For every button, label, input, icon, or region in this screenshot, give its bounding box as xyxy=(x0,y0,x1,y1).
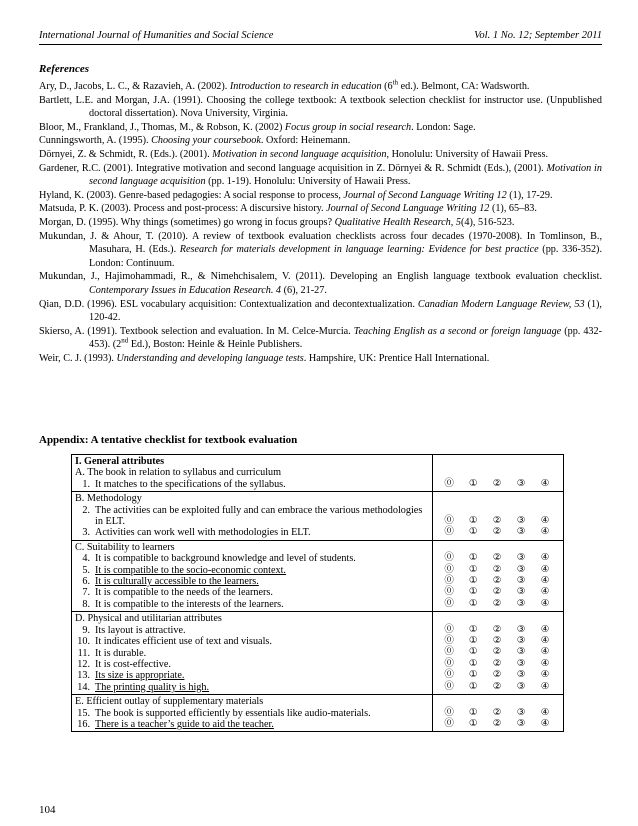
checklist-item xyxy=(75,648,429,659)
ref-text: (1), 120-42. xyxy=(89,298,602,324)
ref-title: Canadian Modern Language Review, 53 xyxy=(417,298,585,310)
ref-text: (6), 21-27. xyxy=(281,284,327,296)
rating-option-0: ⓪ xyxy=(444,597,454,609)
item-number: 3. xyxy=(82,527,90,539)
ref-title: Contemporary Issues in Education Research. 4 xyxy=(89,284,282,296)
references-list xyxy=(39,80,602,365)
section-criteria xyxy=(72,695,433,732)
checklist-item xyxy=(75,553,429,564)
item-text: The printing quality is high. xyxy=(95,681,210,693)
rating-scale xyxy=(435,624,561,635)
ref-title: Journal of Second Language Writing 12 xyxy=(343,189,507,201)
rating-option-4: ④ xyxy=(540,526,550,538)
rating-option-4: ④ xyxy=(540,552,550,564)
item-text: It indicates efficient use of text and visuals. xyxy=(95,636,272,648)
section-title: A. The book in relation to syllabus and curriculum xyxy=(75,467,282,479)
rating-option-2: ② xyxy=(492,635,502,647)
checklist-item xyxy=(75,565,429,576)
checklist-item xyxy=(75,670,429,681)
rating-option-1: ① xyxy=(468,597,478,609)
rating-scale xyxy=(435,564,561,575)
ref-text: (pp. 432-453). (2 xyxy=(89,325,602,351)
item-number: 12. xyxy=(77,658,90,670)
item-text: The activities can be exploited fully and can embrace the various methodologies in ELT. xyxy=(95,504,423,528)
ref-text: Mukundan, J., Hajimohammadi, R., & Nimehchisalem, V. (2011). Developing an English language textbook evaluation checklist. xyxy=(39,271,602,283)
ref-text: Hyland, K. (2003). Genre-based pedagogies: A social response to process, xyxy=(39,189,344,201)
checklist-item xyxy=(75,625,429,636)
rating-option-0: ⓪ xyxy=(444,586,454,598)
rating-option-1: ① xyxy=(468,657,478,669)
item-number: 2. xyxy=(82,504,90,516)
rating-option-3: ③ xyxy=(516,717,526,729)
ref-text: Ed.), Boston: Heinle & Heinle Publishers. xyxy=(128,339,303,351)
reference-entry xyxy=(39,270,602,297)
ref-text: ed.). Belmont, CA: Wadsworth. xyxy=(398,81,530,92)
checklist-item xyxy=(75,719,429,730)
item-text: It is compatible to the needs of the learners. xyxy=(95,587,273,599)
blank-line xyxy=(435,541,561,552)
section-title: D. Physical and utilitarian attributes xyxy=(75,613,222,625)
rating-option-3: ③ xyxy=(516,586,526,598)
item-number: 9. xyxy=(82,624,90,636)
ref-text: Matsuda, P. K. (2003). Process and post-process: A discursive history. xyxy=(39,203,327,215)
checklist-main-title: I. General attributes xyxy=(75,456,165,467)
rating-option-0: ⓪ xyxy=(444,669,454,681)
rating-scale xyxy=(435,635,561,646)
blank-line xyxy=(435,612,561,623)
checklist-section xyxy=(72,695,564,732)
rating-scale xyxy=(435,707,561,718)
section-criteria xyxy=(72,455,433,492)
ref-text: (pp. 1-19). Honolulu: University of Hawaii Press. xyxy=(205,176,411,188)
item-text: The book is supported efficiently by essentials like audio-materials. xyxy=(95,707,371,719)
blank-line xyxy=(435,466,561,477)
ref-text: . Oxford: Heinemann. xyxy=(260,135,351,147)
section-title: C. Suitability to learners xyxy=(75,541,175,553)
ref-text: (pp. 336-352). London: Continuum. xyxy=(89,244,603,269)
ref-title: Motivation in second language acquisition xyxy=(89,162,602,188)
rating-option-0: ⓪ xyxy=(444,646,454,658)
ref-text: . Hampshire, UK: Prentice Hall International. xyxy=(303,352,490,364)
rating-option-4: ④ xyxy=(540,586,550,598)
blank-line xyxy=(435,455,561,466)
item-number: 13. xyxy=(77,670,90,682)
ref-title: Research for materials development in language learning: Evidence for best practice xyxy=(179,244,539,256)
rating-option-3: ③ xyxy=(516,635,526,647)
ref-sup: nd xyxy=(121,336,129,345)
rating-option-3: ③ xyxy=(516,575,526,587)
rating-option-2: ② xyxy=(492,597,502,609)
rating-scale xyxy=(435,669,561,680)
rating-option-2: ② xyxy=(492,586,502,598)
rating-option-3: ③ xyxy=(516,563,526,575)
section-ratings xyxy=(433,612,564,695)
rating-option-0: ⓪ xyxy=(444,680,454,692)
journal-title: International Journal of Humanities and Social Science xyxy=(39,30,274,41)
reference-entry xyxy=(39,148,602,162)
rating-option-4: ④ xyxy=(540,706,550,718)
rating-option-0: ⓪ xyxy=(444,657,454,669)
ref-title: Qualitative Health Research, 5 xyxy=(334,216,461,228)
rating-scale xyxy=(435,552,561,563)
reference-entry xyxy=(39,189,602,203)
rating-option-1: ① xyxy=(468,669,478,681)
reference-entry xyxy=(39,298,602,325)
ref-text: Bloor, M., Frankland, J., Thomas, M., & Robson, K. (2002) xyxy=(39,121,285,133)
section-ratings xyxy=(433,540,564,611)
item-number: 4. xyxy=(82,553,90,565)
section-title: E. Efficient outlay of supplementary materials xyxy=(75,696,264,708)
checklist-item xyxy=(75,708,429,719)
rating-option-0: ⓪ xyxy=(444,526,454,538)
reference-entry xyxy=(39,216,602,230)
rating-option-3: ③ xyxy=(516,669,526,681)
rating-option-3: ③ xyxy=(516,597,526,609)
reference-entry xyxy=(39,202,602,216)
ref-sup: th xyxy=(392,78,399,87)
rating-option-0: ⓪ xyxy=(444,635,454,647)
ref-text: Mukundan, J. & Ahour, T. (2010). A review of textbook evaluation checklists across four decades (1970-2008). In Tomlinson, B., Masuhara, H. (Eds.). xyxy=(39,230,602,256)
running-header xyxy=(39,29,602,45)
ref-title: Introduction to research in education xyxy=(229,81,382,92)
rating-option-1: ① xyxy=(468,586,478,598)
rating-scale xyxy=(435,681,561,692)
rating-option-2: ② xyxy=(492,575,502,587)
reference-entry xyxy=(39,352,602,366)
ref-text: Cunningsworth, A. (1995). xyxy=(39,135,152,147)
rating-option-3: ③ xyxy=(516,477,526,489)
ref-text: Qian, D.D. (1996). ESL vocabulary acquisition: Contextualization and decontextualization. xyxy=(39,298,418,310)
rating-option-1: ① xyxy=(468,717,478,729)
rating-scale xyxy=(435,575,561,586)
reference-entry xyxy=(39,230,602,271)
item-text: Its layout is attractive. xyxy=(95,624,186,636)
reference-entry xyxy=(39,121,602,135)
ref-text: , Honolulu: University of Hawaii Press. xyxy=(386,148,549,160)
rating-option-4: ④ xyxy=(540,635,550,647)
rating-option-2: ② xyxy=(492,646,502,658)
rating-scale xyxy=(435,718,561,729)
reference-entry xyxy=(39,94,602,121)
checklist-item xyxy=(75,527,429,538)
item-text: It is compatible to the interests of the learners. xyxy=(95,598,284,610)
rating-option-3: ③ xyxy=(516,646,526,658)
reference-entry xyxy=(39,134,602,148)
checklist-item xyxy=(75,682,429,693)
section-title: B. Methodology xyxy=(75,493,142,505)
rating-option-2: ② xyxy=(492,680,502,692)
rating-option-4: ④ xyxy=(540,680,550,692)
references-heading: References xyxy=(39,63,90,75)
item-text: Its size is appropriate. xyxy=(95,670,185,682)
item-text: It is compatible to background knowledge and level of students. xyxy=(95,553,356,565)
rating-option-0: ⓪ xyxy=(444,563,454,575)
checklist-item xyxy=(75,505,429,528)
rating-scale xyxy=(435,515,561,526)
item-number: 6. xyxy=(82,576,90,588)
blank-line xyxy=(435,504,561,515)
rating-scale xyxy=(435,646,561,657)
item-number: 15. xyxy=(77,707,90,719)
item-number: 14. xyxy=(77,681,90,693)
rating-option-2: ② xyxy=(492,515,502,526)
rating-option-1: ① xyxy=(468,635,478,647)
item-number: 10. xyxy=(77,636,90,648)
checklist-section xyxy=(72,492,564,541)
rating-option-2: ② xyxy=(492,552,502,564)
rating-option-3: ③ xyxy=(516,515,526,526)
ref-text: Ary, D., Jacobs, L. C., & Razavieh, A. (2002). xyxy=(39,81,230,92)
rating-option-4: ④ xyxy=(540,515,550,526)
checklist-item xyxy=(75,599,429,610)
checklist-item xyxy=(75,659,429,670)
ref-title: Understanding and developing language tests xyxy=(116,352,304,364)
rating-option-3: ③ xyxy=(516,552,526,564)
rating-scale xyxy=(435,478,561,489)
rating-option-4: ④ xyxy=(540,646,550,658)
reference-entry xyxy=(39,80,602,94)
volume-info: Vol. 1 No. 12; September 2011 xyxy=(474,30,602,41)
item-text: It matches to the specifications of the syllabus. xyxy=(95,478,286,490)
rating-option-0: ⓪ xyxy=(444,706,454,718)
rating-scale xyxy=(435,586,561,597)
item-number: 11. xyxy=(77,647,90,659)
checklist-item xyxy=(75,636,429,647)
rating-option-2: ② xyxy=(492,717,502,729)
item-number: 16. xyxy=(77,718,90,730)
ref-text: . London: Sage. xyxy=(411,121,476,133)
ref-title: Teaching English as a second or foreign language xyxy=(353,325,562,337)
page-number: 104 xyxy=(39,804,56,816)
reference-entry xyxy=(39,325,602,352)
ref-text: Morgan, D. (1995). Why things (sometimes) go wrong in focus groups? xyxy=(39,216,335,228)
checklist-item xyxy=(75,587,429,598)
rating-option-2: ② xyxy=(492,623,502,635)
checklist-table xyxy=(71,454,564,732)
rating-option-3: ③ xyxy=(516,657,526,669)
checklist-section xyxy=(72,612,564,695)
rating-option-4: ④ xyxy=(540,717,550,729)
section-ratings xyxy=(433,492,564,541)
rating-option-0: ⓪ xyxy=(444,575,454,587)
ref-title: Journal of Second Language Writing 12 xyxy=(326,203,490,215)
item-text: It is durable. xyxy=(95,647,147,659)
item-number: 5. xyxy=(82,564,90,576)
rating-option-1: ① xyxy=(468,680,478,692)
rating-scale xyxy=(435,658,561,669)
rating-option-1: ① xyxy=(468,706,478,718)
ref-text: Bartlett, L.E. and Morgan, J.A. (1991). Choosing the college textbook: A textbook selection checklist for instructor use. (Unpublished doctoral dissertation). Nova University, Virginia. xyxy=(39,94,602,120)
checklist-section xyxy=(72,455,564,492)
rating-option-0: ⓪ xyxy=(444,623,454,635)
rating-option-4: ④ xyxy=(540,657,550,669)
rating-option-4: ④ xyxy=(540,477,550,489)
ref-text: (6 xyxy=(381,81,393,92)
rating-option-4: ④ xyxy=(540,575,550,587)
ref-text: (1), 65–83. xyxy=(489,203,537,215)
ref-title: Motivation in second language acquisition xyxy=(212,148,387,160)
ref-text: (4), 516-523. xyxy=(460,216,515,228)
rating-option-1: ① xyxy=(468,515,478,526)
rating-option-1: ① xyxy=(468,477,478,489)
rating-scale xyxy=(435,526,561,537)
rating-option-2: ② xyxy=(492,706,502,718)
rating-option-3: ③ xyxy=(516,706,526,718)
rating-option-1: ① xyxy=(468,526,478,538)
item-text: It is compatible to the socio-economic context. xyxy=(95,564,286,576)
ref-text: Skierso, A. (1991). Textbook selection and evaluation. In M. Celce-Murcia. xyxy=(39,325,354,337)
ref-text: Dörnyei, Z. & Schmidt, R. (Eds.). (2001). xyxy=(39,148,213,160)
rating-option-0: ⓪ xyxy=(444,717,454,729)
ref-title: Focus group in social research xyxy=(284,121,412,133)
rating-option-4: ④ xyxy=(540,597,550,609)
rating-option-1: ① xyxy=(468,623,478,635)
section-criteria xyxy=(72,612,433,695)
item-text: Activities can work well with methodologies in ELT. xyxy=(95,527,311,539)
blank-line xyxy=(435,492,561,503)
item-text: There is a teacher’s guide to aid the teacher. xyxy=(95,718,274,730)
rating-option-3: ③ xyxy=(516,680,526,692)
blank-line xyxy=(435,695,561,706)
section-criteria xyxy=(72,492,433,541)
rating-option-0: ⓪ xyxy=(444,477,454,489)
ref-text: Gardener, R.C. (2001). Integrative motivation and second language acquisition in Z. Dörnyei & R. Schmidt (Eds.), (2001). xyxy=(39,162,547,174)
appendix-heading: Appendix: A tentative checklist for textbook evaluation xyxy=(39,434,298,446)
rating-option-1: ① xyxy=(468,575,478,587)
rating-option-2: ② xyxy=(492,526,502,538)
reference-entry xyxy=(39,162,602,189)
rating-option-1: ① xyxy=(468,646,478,658)
rating-option-2: ② xyxy=(492,563,502,575)
rating-option-4: ④ xyxy=(540,669,550,681)
rating-option-2: ② xyxy=(492,477,502,489)
ref-title: Choosing your coursebook xyxy=(151,135,261,147)
rating-option-4: ④ xyxy=(540,623,550,635)
rating-option-1: ① xyxy=(468,552,478,564)
item-number: 7. xyxy=(82,587,90,599)
item-text: It is cost-effective. xyxy=(95,658,171,670)
rating-option-2: ② xyxy=(492,657,502,669)
checklist-item xyxy=(75,479,429,490)
rating-option-3: ③ xyxy=(516,526,526,538)
item-number: 8. xyxy=(82,598,90,610)
rating-option-3: ③ xyxy=(516,623,526,635)
rating-scale xyxy=(435,598,561,609)
ref-text: (1), 17-29. xyxy=(506,189,553,201)
section-criteria xyxy=(72,540,433,611)
item-number: 1. xyxy=(82,478,90,490)
section-ratings xyxy=(433,695,564,732)
rating-option-1: ① xyxy=(468,563,478,575)
item-text: It is culturally accessible to the learners. xyxy=(95,576,259,588)
rating-option-2: ② xyxy=(492,669,502,681)
ref-text: Weir, C. J. (1993). xyxy=(39,352,117,364)
checklist-section xyxy=(72,540,564,611)
checklist-item xyxy=(75,576,429,587)
rating-option-0: ⓪ xyxy=(444,515,454,526)
rating-option-0: ⓪ xyxy=(444,552,454,564)
rating-option-4: ④ xyxy=(540,563,550,575)
section-ratings xyxy=(433,455,564,492)
